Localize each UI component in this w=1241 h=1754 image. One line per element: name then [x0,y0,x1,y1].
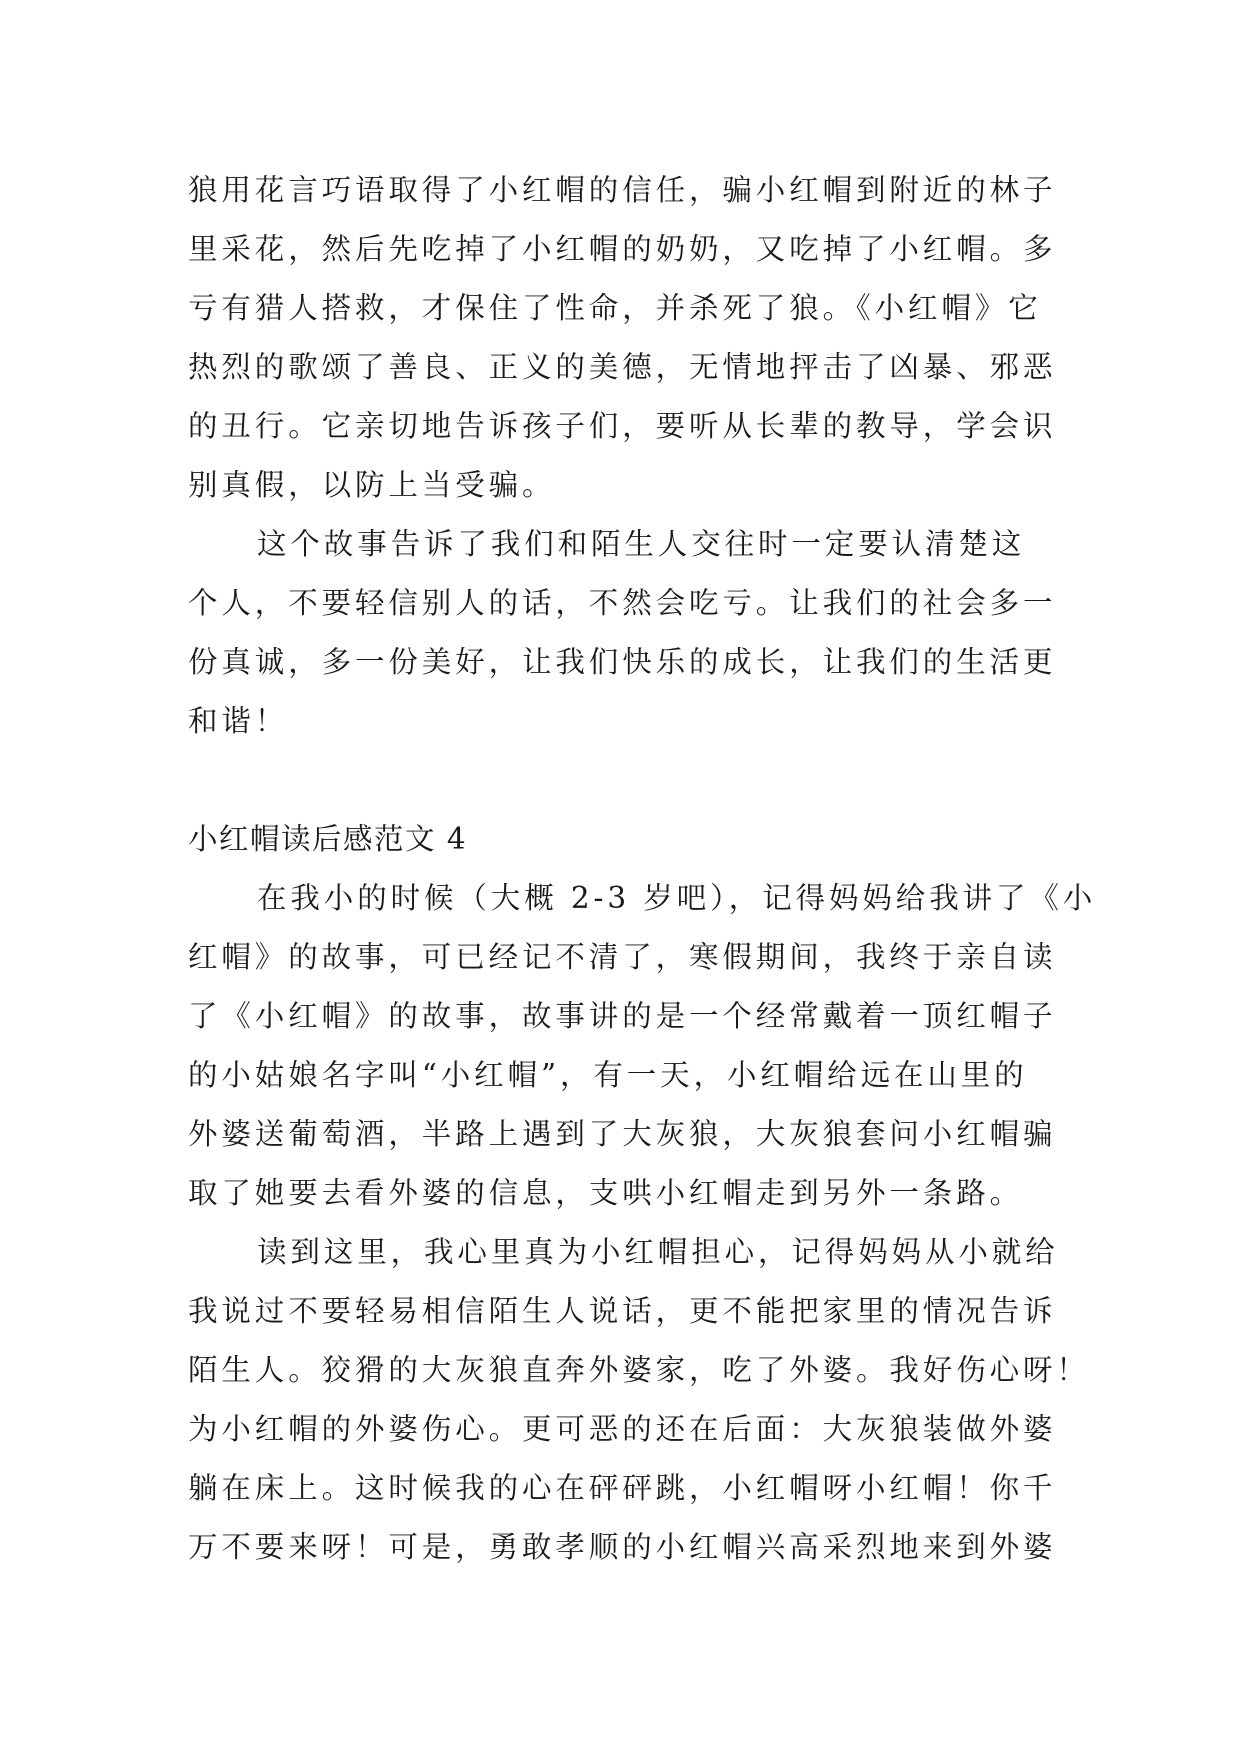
section-heading: 小红帽读后感范文 4 [188,822,468,856]
text-line: 份真诚，多一份美好，让我们快乐的成长，让我们的生活更 [188,645,1057,679]
text-line: 别真假，以防上当受骗。 [188,468,556,502]
text-line: 热烈的歌颂了善良、正义的美德，无情地抨击了凶暴、邪恶 [188,350,1057,384]
paragraph [188,869,1097,1223]
text-line: 和谐！ [188,704,289,738]
text-line: 这个故事告诉了我们和陌生人交往时一定要认清楚这 [257,527,1026,561]
text-line: 万不要来呀！可是，勇敢孝顺的小红帽兴高采烈地来到外婆 [188,1530,1057,1564]
document-page [188,161,1097,1577]
text-line: 的丑行。它亲切地告诉孩子们，要听从长辈的教导，学会识 [188,409,1057,443]
paragraph [188,161,1057,515]
text-line: 陌生人。狡猾的大灰狼直奔外婆家，吃了外婆。我好伤心呀！ [188,1353,1090,1387]
paragraph [188,1223,1090,1577]
text-line: 我说过不要轻易相信陌生人说话，更不能把家里的情况告诉 [188,1294,1057,1328]
text-line: 个人，不要轻信别人的话，不然会吃亏。让我们的社会多一 [188,586,1057,620]
paragraph-spacer [188,751,1054,810]
text-line: 为小红帽的外婆伤心。更可恶的还在后面：大灰狼装做外婆 [188,1412,1057,1446]
text-line: 的小姑娘名字叫“小红帽”，有一天，小红帽给远在山里的 [188,1058,1028,1092]
text-line: 红帽》的故事，可已经记不清了，寒假期间，我终于亲自读 [188,940,1057,974]
text-line: 了《小红帽》的故事，故事讲的是一个经常戴着一顶红帽子 [188,999,1057,1033]
text-line: 亏有猎人搭救，才保住了性命，并杀死了狼。《小红帽》它 [188,291,1042,325]
paragraph [188,515,1057,751]
text-line: 取了她要去看外婆的信息，支哄小红帽走到另外一条路。 [188,1176,1024,1210]
text-line: 里采花，然后先吃掉了小红帽的奶奶，又吃掉了小红帽。多 [188,232,1057,266]
text-line: 在我小的时候（大概 2-3 岁吧），记得妈妈给我讲了《小 [257,881,1097,915]
text-line: 狼用花言巧语取得了小红帽的信任，骗小红帽到附近的林子 [188,173,1057,207]
text-line: 外婆送葡萄酒，半路上遇到了大灰狼，大灰狼套问小红帽骗 [188,1117,1057,1151]
text-line: 读到这里，我心里真为小红帽担心，记得妈妈从小就给 [257,1235,1059,1269]
text-line: 躺在床上。这时候我的心在砰砰跳，小红帽呀小红帽！你千 [188,1471,1057,1505]
